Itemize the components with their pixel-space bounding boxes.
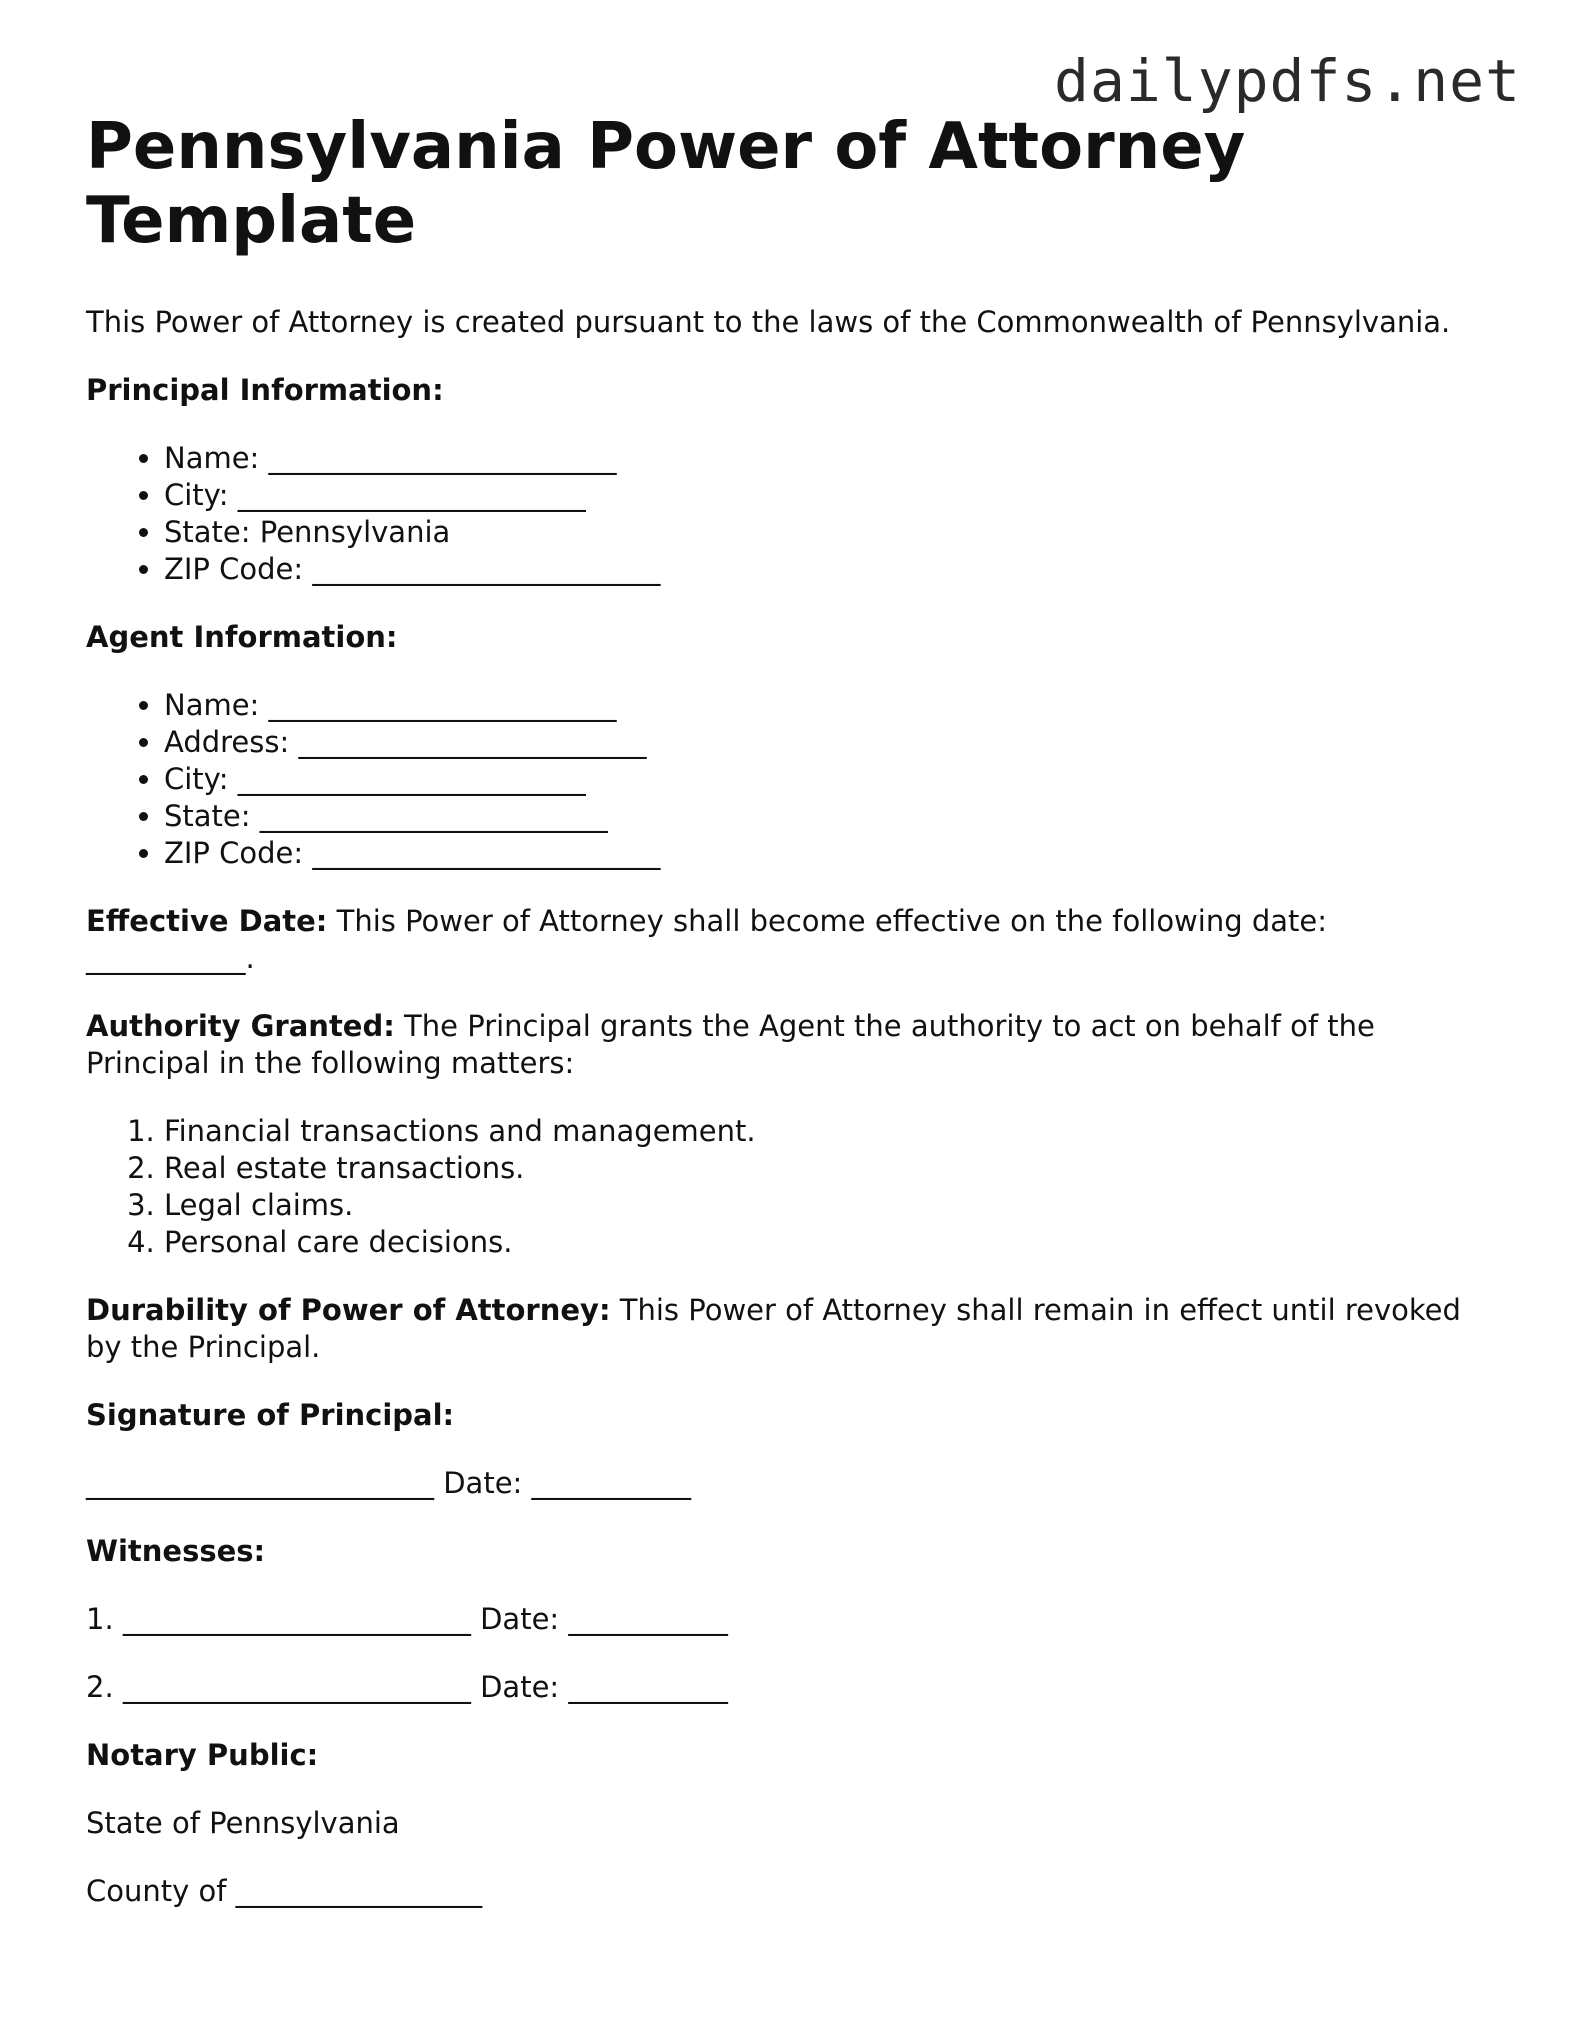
durability-label: Durability of Power of Attorney: xyxy=(86,1293,611,1327)
authority-list xyxy=(86,1113,1486,1261)
authority-paragraph xyxy=(86,1008,1486,1082)
principal-state-item: • State: Pennsylvania xyxy=(164,514,1486,551)
notary-state: State of Pennsylvania xyxy=(86,1806,400,1840)
signature-heading: Signature of Principal: xyxy=(86,1398,455,1432)
durability-text: This Power of Attorney shall remain in effect until revoked by the Principal. xyxy=(86,1293,1461,1364)
durability-paragraph xyxy=(86,1292,1486,1366)
agent-list xyxy=(86,687,1486,872)
authority-item: 2. Real estate transactions. xyxy=(164,1150,1486,1187)
authority-item: 1. Financial transactions and management. xyxy=(164,1113,1486,1150)
witnesses-heading: Witnesses: xyxy=(86,1534,266,1568)
agent-zip-item: • ZIP Code: ________________________ xyxy=(164,835,1486,872)
authority-text: The Principal grants the Agent the authority to act on behalf of the Principal in the following matters: xyxy=(86,1009,1375,1080)
document-page xyxy=(86,110,1486,1941)
effective-date-label: Effective Date: xyxy=(86,904,328,938)
agent-heading: Agent Information: xyxy=(86,620,398,654)
document-title: Pennsylvania Power of Attorney Template xyxy=(86,110,1246,258)
authority-label: Authority Granted: xyxy=(86,1009,395,1043)
principal-heading: Principal Information: xyxy=(86,373,444,407)
agent-state-item: • State: ________________________ xyxy=(164,798,1486,835)
authority-item: 4. Personal care decisions. xyxy=(164,1224,1486,1261)
agent-name-item: • Name: ________________________ xyxy=(164,687,1486,724)
notary-heading: Notary Public: xyxy=(86,1738,319,1772)
effective-date-paragraph xyxy=(86,903,1486,977)
authority-item: 3. Legal claims. xyxy=(164,1187,1486,1224)
intro-paragraph: This Power of Attorney is created pursuant to the laws of the Commonwealth of Pennsylvania. xyxy=(86,305,1451,339)
agent-address-item: • Address: ________________________ xyxy=(164,724,1486,761)
watermark: dailypdfs.net xyxy=(1054,47,1521,115)
witness-line-1: 1. ________________________ Date: ___________ xyxy=(86,1602,728,1636)
effective-date-text: This Power of Attorney shall become effective on the following date: ___________. xyxy=(86,904,1327,975)
agent-city-item: • City: ________________________ xyxy=(164,761,1486,798)
principal-zip-item: • ZIP Code: ________________________ xyxy=(164,551,1486,588)
notary-county: County of _________________ xyxy=(86,1874,483,1908)
witness-line-2: 2. ________________________ Date: ___________ xyxy=(86,1670,728,1704)
principal-list xyxy=(86,440,1486,588)
principal-name-item: • Name: ________________________ xyxy=(164,440,1486,477)
signature-line: ________________________ Date: ___________ xyxy=(86,1466,692,1500)
principal-city-item: • City: ________________________ xyxy=(164,477,1486,514)
